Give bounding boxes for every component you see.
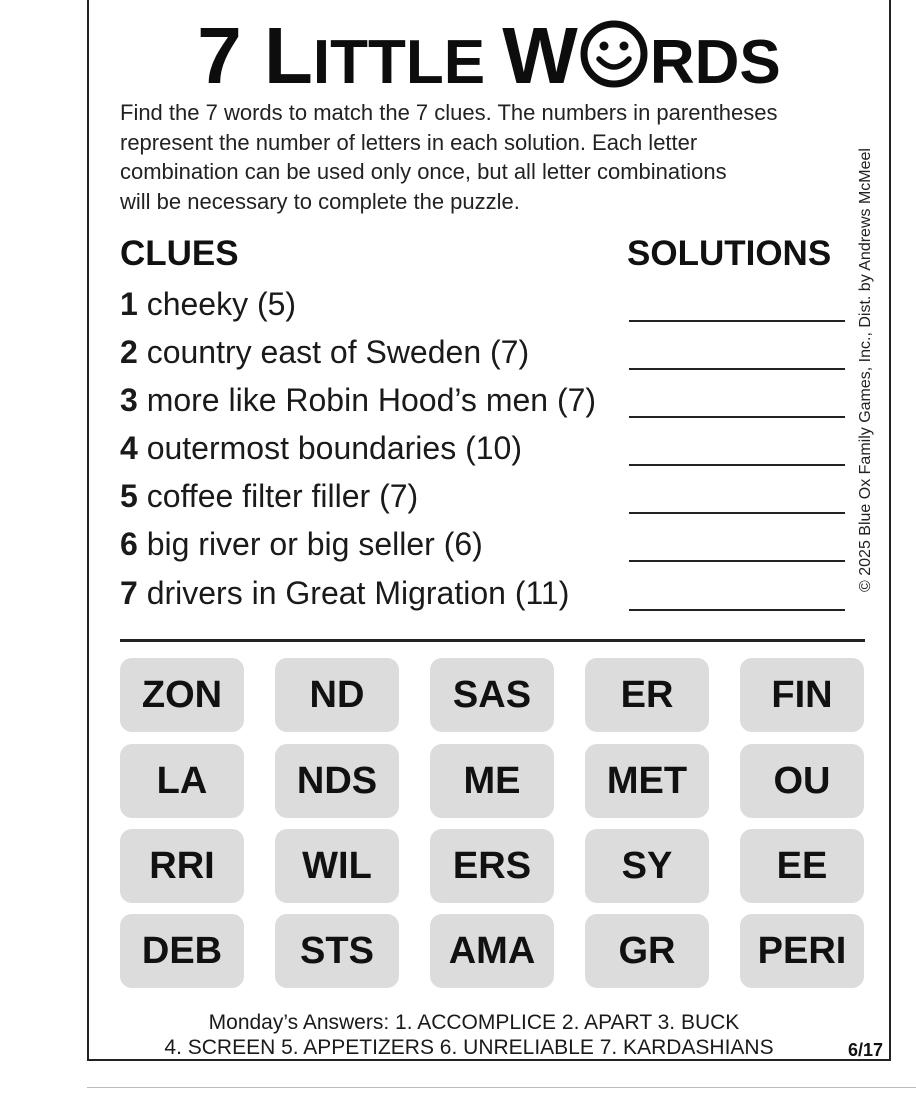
clue-number: 5 xyxy=(120,478,138,514)
title-ittle: ITTLE xyxy=(312,28,503,97)
title-rds: RDS xyxy=(649,28,781,97)
solution-line-3[interactable] xyxy=(629,416,845,418)
clue-text: more like Robin Hood’s men (7) xyxy=(137,382,597,418)
clue-5 xyxy=(120,478,418,515)
date-code: 6/17 xyxy=(847,1040,883,1060)
clue-6 xyxy=(120,526,483,563)
letter-tile[interactable]: SAS xyxy=(430,658,554,732)
letter-tile[interactable]: ZON xyxy=(120,658,244,732)
puzzle-panel xyxy=(87,0,891,1061)
letter-tile[interactable]: LA xyxy=(120,744,244,818)
copyright-notice: © 2025 Blue Ox Family Games, Inc., Dist. by Andrews McMeel xyxy=(857,148,874,592)
smiley-face-icon xyxy=(579,19,649,89)
letter-tile[interactable]: AMA xyxy=(430,914,554,988)
clue-4 xyxy=(120,430,522,467)
instructions-line: represent the number of letters in each solution. Each letter xyxy=(120,129,698,155)
section-divider xyxy=(120,639,865,642)
solution-line-6[interactable] xyxy=(629,560,845,562)
clue-number: 1 xyxy=(120,286,138,322)
clue-text: country east of Sweden (7) xyxy=(137,334,530,370)
solution-line-4[interactable] xyxy=(629,464,845,466)
clues-header: CLUES xyxy=(120,234,239,273)
solutions-header: SOLUTIONS xyxy=(627,234,832,273)
clue-3 xyxy=(120,382,596,419)
instructions xyxy=(120,98,880,216)
clue-text: cheeky (5) xyxy=(137,286,297,322)
letter-tile[interactable]: FIN xyxy=(740,658,864,732)
puzzle-title xyxy=(89,10,889,102)
letter-tile[interactable]: PERI xyxy=(740,914,864,988)
solution-line-5[interactable] xyxy=(629,512,845,514)
previous-answers-line-2: 4. SCREEN 5. APPETIZERS 6. UNRELIABLE 7. KARDASHIANS xyxy=(164,1036,774,1059)
page-rule xyxy=(87,1087,916,1088)
solution-line-1[interactable] xyxy=(629,320,845,322)
clue-number: 2 xyxy=(120,334,138,370)
letter-tile[interactable]: STS xyxy=(275,914,399,988)
clue-text: coffee filter filler (7) xyxy=(137,478,419,514)
letter-tile[interactable]: ERS xyxy=(430,829,554,903)
instructions-line: will be necessary to complete the puzzle. xyxy=(120,188,520,214)
letter-tile[interactable]: SY xyxy=(585,829,709,903)
clue-7 xyxy=(120,575,569,612)
clue-number: 7 xyxy=(120,575,138,611)
letter-tile[interactable]: OU xyxy=(740,744,864,818)
title-number: 7 xyxy=(197,11,264,100)
clue-number: 4 xyxy=(120,430,138,466)
clue-2 xyxy=(120,334,529,371)
letter-tile[interactable]: WIL xyxy=(275,829,399,903)
letter-tile[interactable]: GR xyxy=(585,914,709,988)
instructions-line: Find the 7 words to match the 7 clues. The numbers in parentheses xyxy=(120,100,778,125)
previous-answers-line-1: Monday’s Answers: 1. ACCOMPLICE 2. APART 3. BUCK xyxy=(208,1011,740,1034)
instructions-line: combination can be used only once, but all letter combinations xyxy=(120,159,727,184)
letter-tile[interactable]: DEB xyxy=(120,914,244,988)
clue-text: outermost boundaries (10) xyxy=(137,430,522,466)
letter-tile[interactable]: NDS xyxy=(275,744,399,818)
letter-tile[interactable]: EE xyxy=(740,829,864,903)
letter-tile[interactable]: MET xyxy=(585,744,709,818)
letter-tile[interactable]: ND xyxy=(275,658,399,732)
solution-line-2[interactable] xyxy=(629,368,845,370)
letter-tile[interactable]: ER xyxy=(585,658,709,732)
letter-tile[interactable]: ME xyxy=(430,744,554,818)
clue-text: drivers in Great Migration (11) xyxy=(137,575,570,611)
clue-1 xyxy=(120,286,296,323)
clue-number: 6 xyxy=(120,526,138,562)
letter-tile[interactable]: RRI xyxy=(120,829,244,903)
clue-number: 3 xyxy=(120,382,138,418)
clue-text: big river or big seller (6) xyxy=(137,526,483,562)
solution-line-7[interactable] xyxy=(629,609,845,611)
title-letter-l: L xyxy=(264,11,313,100)
title-letter-w: W xyxy=(502,11,578,100)
